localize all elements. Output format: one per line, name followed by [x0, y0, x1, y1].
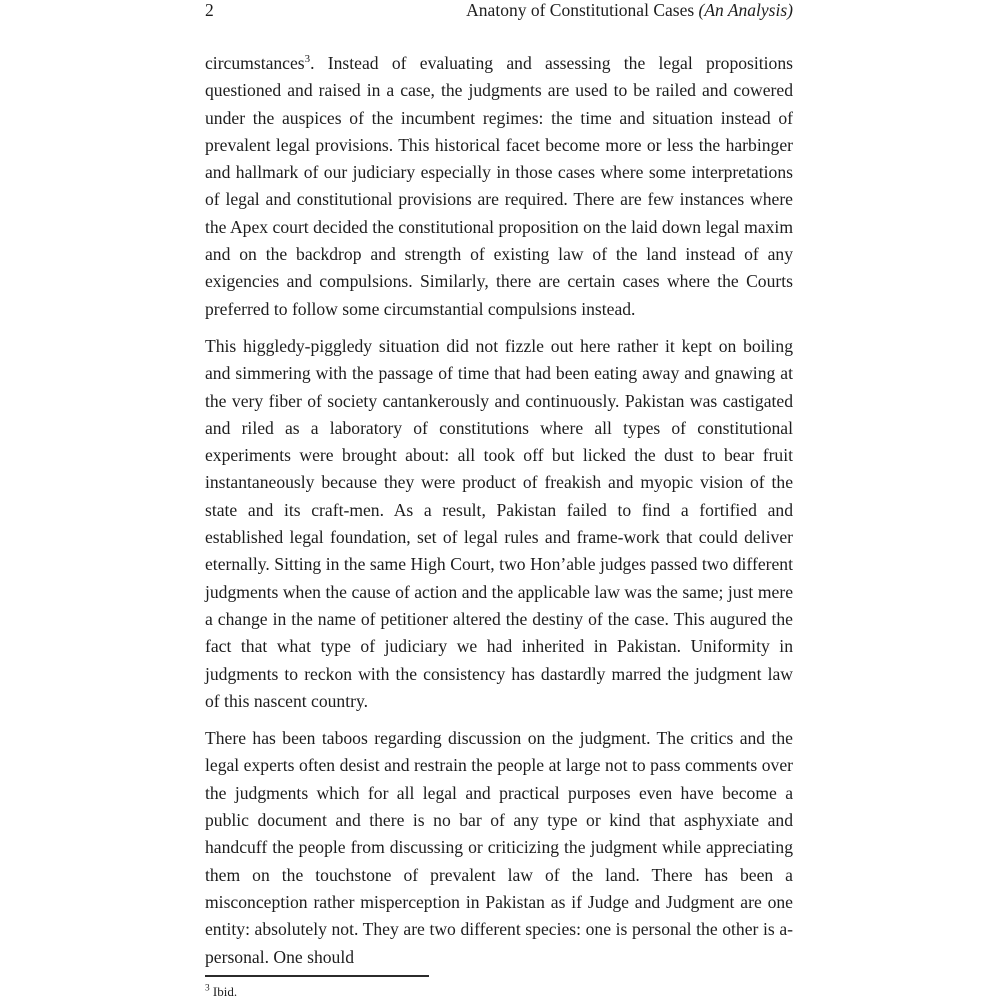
footnote-marker: 3 [205, 983, 210, 994]
paragraph-3: There has been taboos regarding discussion on the judgment. The critics and the legal experts often desist and restrain the people at large not to pass comments over the judgments which for all legal and practical purposes even have become a public document and there is no bar of any type or kind that asphyxiate and handcuff the people from discussing or criticizing the judgment while appreciating them on the touchstone of prevalent law of the land. There has been a misconception rather misperception in Pakistan as if Judge and Judgment are one entity: absolutely not. They are two different species: one is personal the other is a-personal. One should [205, 728, 793, 967]
paragraph-1-rest: . Instead of evaluating and assessing the legal propositions questioned and raised in a case, the judgments are used to be railed and cowered under the auspices of the incumbent regimes: the time and situation instead of prevalent legal provisions. This historical facet become more or less the harbinger and hallmark of our judiciary especially in those cases where some interpretations of legal and constitutional provisions are required. There are few instances where the Apex court decided the constitutional proposition on the laid down legal maxim and on the backdrop and strength of existing law of the land instead of any exigencies and compulsions. Similarly, there are certain cases where the Courts preferred to follow some circumstantial compulsions instead. [205, 53, 793, 319]
paragraph-1 [205, 50, 793, 323]
footnote-separator [205, 975, 429, 977]
header-title-text: Anatony of Constitutional Cases [466, 0, 695, 20]
header-title-emphasis: (An Analysis) [698, 0, 793, 20]
paragraph-2: This higgledy-piggledy situation did not fizzle out here rather it kept on boiling and simmering with the passage of time that had been eating away and gnawing at the very fiber of society cantankerously and continuously. Pakistan was castigated and riled as a laboratory of constitutions where all types of constitutional experiments were brought about: all took off but licked the dust to bear fruit instantaneously because they were product of freakish and myopic vision of the state and its craft-men. As a result, Pakistan failed to find a fortified and established legal foundation, set of legal rules and frame-work that could deliver eternally. Sitting in the same High Court, two Hon’able judges passed two different judgments when the cause of action and the applicable law was the same; just mere a change in the name of petitioner altered the destiny of the case. This augured the fact that what type of judiciary we had inherited in Pakistan. Uniformity in judgments to reckon with the consistency has dastardly marred the judgment law of this nascent country. [205, 335, 793, 711]
footnote-reference-3: 3 [304, 53, 311, 66]
footnote-text: Ibid. [212, 984, 238, 999]
running-header [205, 0, 793, 20]
footnote [205, 984, 237, 1000]
header-title [466, 0, 793, 20]
paragraph-1-lead: circumstances [205, 53, 305, 73]
page-number: 2 [205, 0, 214, 20]
page-body [205, 50, 793, 971]
